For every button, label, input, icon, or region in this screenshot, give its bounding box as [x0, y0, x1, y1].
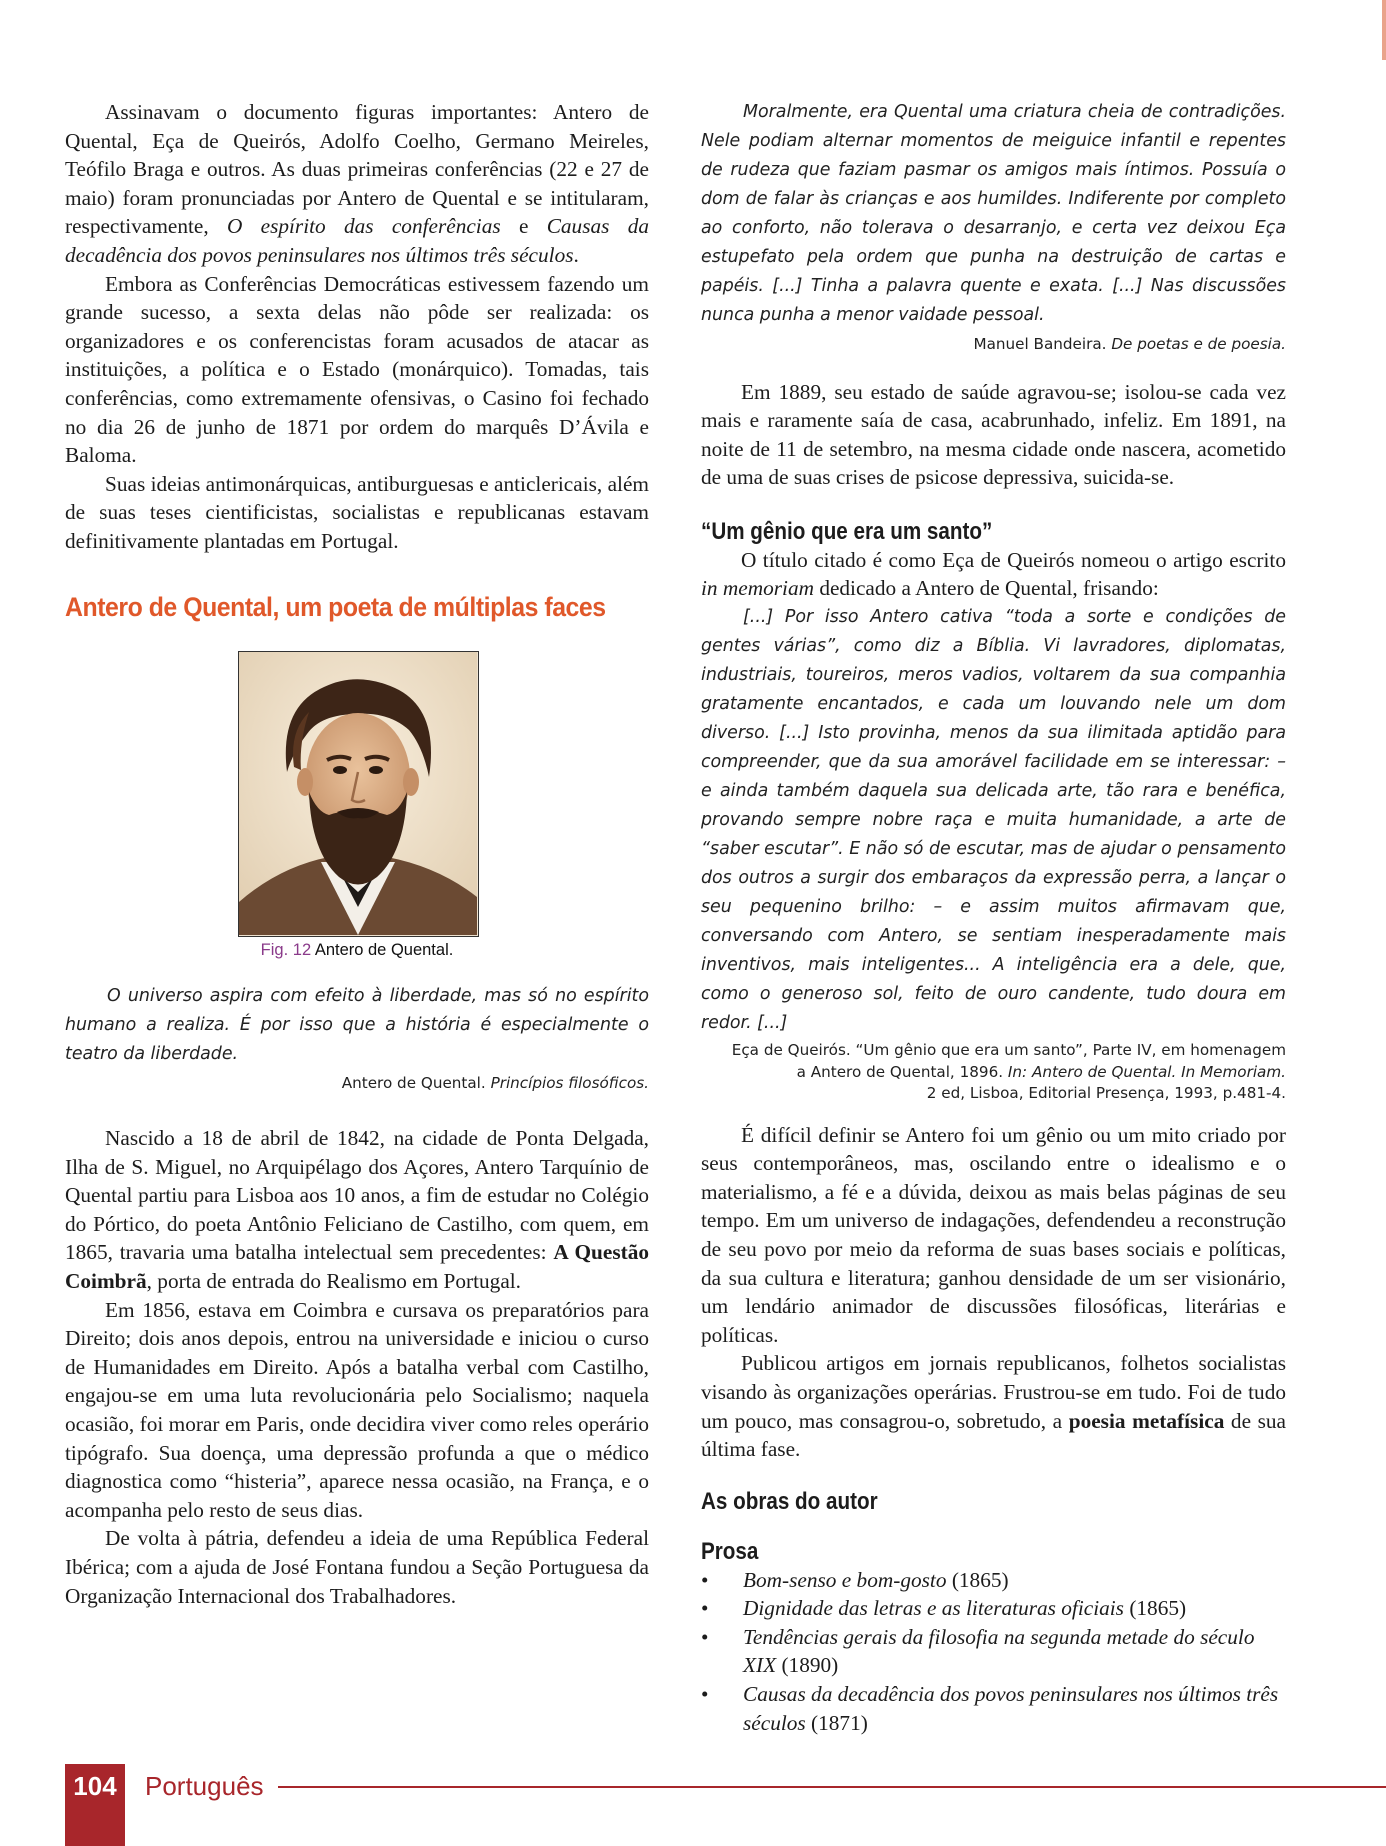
left-paragraph-3: Suas ideias antimonárquicas, antiburguesas e anticlericais, além de suas teses cientificistas, socialistas e republicanas estavam definitivamente plantadas em Portugal.: [65, 471, 649, 553]
bold-term: poesia metafísica: [1068, 1408, 1225, 1433]
left-paragraph-5: Em 1856, estava em Coimbra e cursava os preparatórios para Direito; dois anos depois, entrou na universidade e iniciou o curso de Humanidades em Direito. Após a batalha verbal com Castilho, engajou-se em uma luta revolucionária pelo Socialismo; naquela ocasião, foi morar em Paris, onde decidira viver como reles operário tipógrafo. Sua doença, uma depressão profunda a que o médico diagnostica como “histeria”, aparece nessa ocasião, na França, e o acompanha pelo resto de seus dias.: [65, 1297, 649, 1522]
left-column: [65, 98, 649, 1610]
corner-mark: [1382, 0, 1386, 60]
right-paragraph-2: O título citado é como Eça de Queirós nomeou o artigo escrito in memoriam dedicado a Antero de Quental, frisando:: [701, 547, 1286, 601]
right-paragraph-1: Em 1889, seu estado de saúde agravou-se; isolou-se cada vez mais e raramente saía de casa, acabrunhado, infeliz. Em 1891, na noite de 11 de setembro, na mesma cidade onde nascera, acometido de uma de suas crises de psicose depressiva, suicida-se.: [701, 379, 1286, 490]
quote-eca: [...] Por isso Antero cativa “toda a sorte e condições de gentes várias”, como diz a Bíblia. Vi lavradores, diplomatas, industriais, toureiros, meros vadios, voltarem da sua companhia gratamente encantados, e cada um louvando nele um dom diverso. [...] Isto provinha, menos da sua ilimitada aptidão para compreender, que da sua amorável facilidade em se interessar: – e ainda também daquela sua delicada arte, tão rara e benéfica, provando sempre nobre raça e muita humanidade, a arte de “saber escutar”. E não só de escutar, mas de ajudar o pensamento dos outros a surgir dos embaraços da expressão perra, a lançar o seu pequenino brilho: – e assim muitos afirmavam que, conversando com Antero, se sentiam inesperadamente mais inventivos, mais inteligentes... A inteligência era a dele, que, como o generoso sol, feito de ouro candente, tudo doura em redor. [...]: [701, 607, 1286, 1034]
subtitle-genio: “Um gênio que era um santo”: [701, 517, 993, 545]
subtitle-prosa: Prosa: [701, 1537, 759, 1565]
quote-bandeira-attribution: Manuel Bandeira. De poetas e de poesia.: [973, 335, 1286, 353]
figure: [65, 651, 649, 941]
quote-antero: O universo aspira com efeito à liberdade, mas só no espírito humano a realiza. É por isso que a história é especialmente o teatro da liberdade.: [65, 985, 649, 1064]
works-list: [701, 1566, 1286, 1738]
footer-rule: [278, 1786, 1386, 1788]
quote-eca-attribution: Eça de Queirós. “Um gênio que era um santo”, Parte IV, em homenagem a Antero de Quental, 1896. In: Antero de Quental. In Memoriam. 2 ed, Lisboa, Editorial Presença, 1993, p.481-4.: [731, 1041, 1286, 1103]
quote-bandeira: Moralmente, era Quental uma criatura cheia de contradições. Nele podiam alternar momentos de meiguice infantil e repentes de rudeza que faziam pasmar os amigos mais íntimos. Possuía o dom de falar às crianças e aos humildes. Indiferente por completo ao conforto, não tolerava o desarranjo, e certa vez deixou Eça estupefato pela ordem que punha na destruição de cartas e papéis. [...] Tinha a palavra quente e exata. [...] Nas discussões nunca punha a menor vaidade pessoal.: [701, 102, 1286, 325]
list-item: • Tendências gerais da filosofia na segunda metade do século XIX (1890): [701, 1623, 1286, 1680]
left-paragraph-6: De volta à pátria, defendeu a ideia de uma República Federal Ibérica; com a ajuda de José Fontana fundou a Seção Portuguesa da Organização Internacional dos Trabalhadores.: [65, 1526, 649, 1608]
subtitle-obras: As obras do autor: [701, 1487, 878, 1515]
list-item: • Causas da decadência dos povos peninsulares nos últimos três séculos (1871): [701, 1680, 1286, 1737]
left-paragraph-1: Assinavam o documento figuras importantes: Antero de Quental, Eça de Queirós, Adolfo Coelho, Germano Meireles, Teófilo Braga e outros. As duas primeiras conferências (22 e 27 de maio) foram pronunciadas por Antero de Quental e se intitularam, respectivamente, O espírito das conferências e Causas da decadência dos povos peninsulares nos últimos três séculos.: [65, 100, 649, 267]
list-item: • Bom-senso e bom-gosto (1865): [701, 1566, 1286, 1595]
section-title: Antero de Quental, um poeta de múltiplas faces: [65, 591, 606, 622]
subject-label: Português: [145, 1771, 264, 1801]
right-column: [701, 98, 1286, 1737]
quote-antero-attribution: Antero de Quental. Princípios filosóficos.: [341, 1073, 649, 1092]
page-number: 104: [73, 1771, 117, 1801]
figure-caption: Fig. 12 Antero de Quental.: [260, 940, 454, 959]
right-paragraph-4: Publicou artigos em jornais republicanos, folhetos socialistas visando às organizações operárias. Frustrou-se em tudo. Foi de tudo um pouco, mas consagrou-o, sobretudo, a poesia metafísica de sua última fase.: [701, 1351, 1286, 1462]
right-paragraph-3: É difícil definir se Antero foi um gênio ou um mito criado por seus contemporâneos, mas, oscilando entre o idealismo e o materialismo, a fé e a dúvida, deixou as mais belas páginas de seu tempo. Em um universo de indagações, defendendeu a reconstrução de seu povo por meio da reforma de suas bases sociais e políticas, da sua cultura e literatura; ganhou densidade de um ser visionário, um lendário animador de discussões filosóficas, literárias e políticas.: [701, 1122, 1286, 1347]
bold-term: A Questão Coimbrã: [65, 1240, 649, 1293]
list-item: • Dignidade das letras e as literaturas oficiais (1865): [701, 1594, 1286, 1623]
portrait-image: [238, 651, 479, 937]
left-paragraph-2: Embora as Conferências Democráticas estivessem fazendo um grande sucesso, a sexta delas não pôde ser realizada: os organizadores e os conferencistas foram acusados de atacar as instituições, a política e o Estado (monárquico). Tomadas, tais conferências, como extremamente ofensivas, o Casino foi fechado no dia 26 de junho de 1871 por ordem do marquês D’Ávila e Baloma.: [65, 271, 649, 468]
italic-title: Causas da decadência dos povos peninsulares nos últimos três séculos: [65, 214, 649, 267]
left-paragraph-4: Nascido a 18 de abril de 1842, na cidade de Ponta Delgada, Ilha de S. Miguel, no Arquipélago dos Açores, Antero Tarquínio de Quental partiu para Lisboa aos 10 anos, a fim de estudar no Colégio do Pórtico, do poeta Antônio Feliciano de Castilho, com quem, em 1865, travaria uma batalha intelectual sem precedentes: A Questão Coimbrã, porta de entrada do Realismo em Portugal.: [65, 1126, 649, 1293]
italic-title: O espírito das conferências: [226, 214, 501, 239]
figure-number: Fig. 12: [260, 940, 312, 959]
